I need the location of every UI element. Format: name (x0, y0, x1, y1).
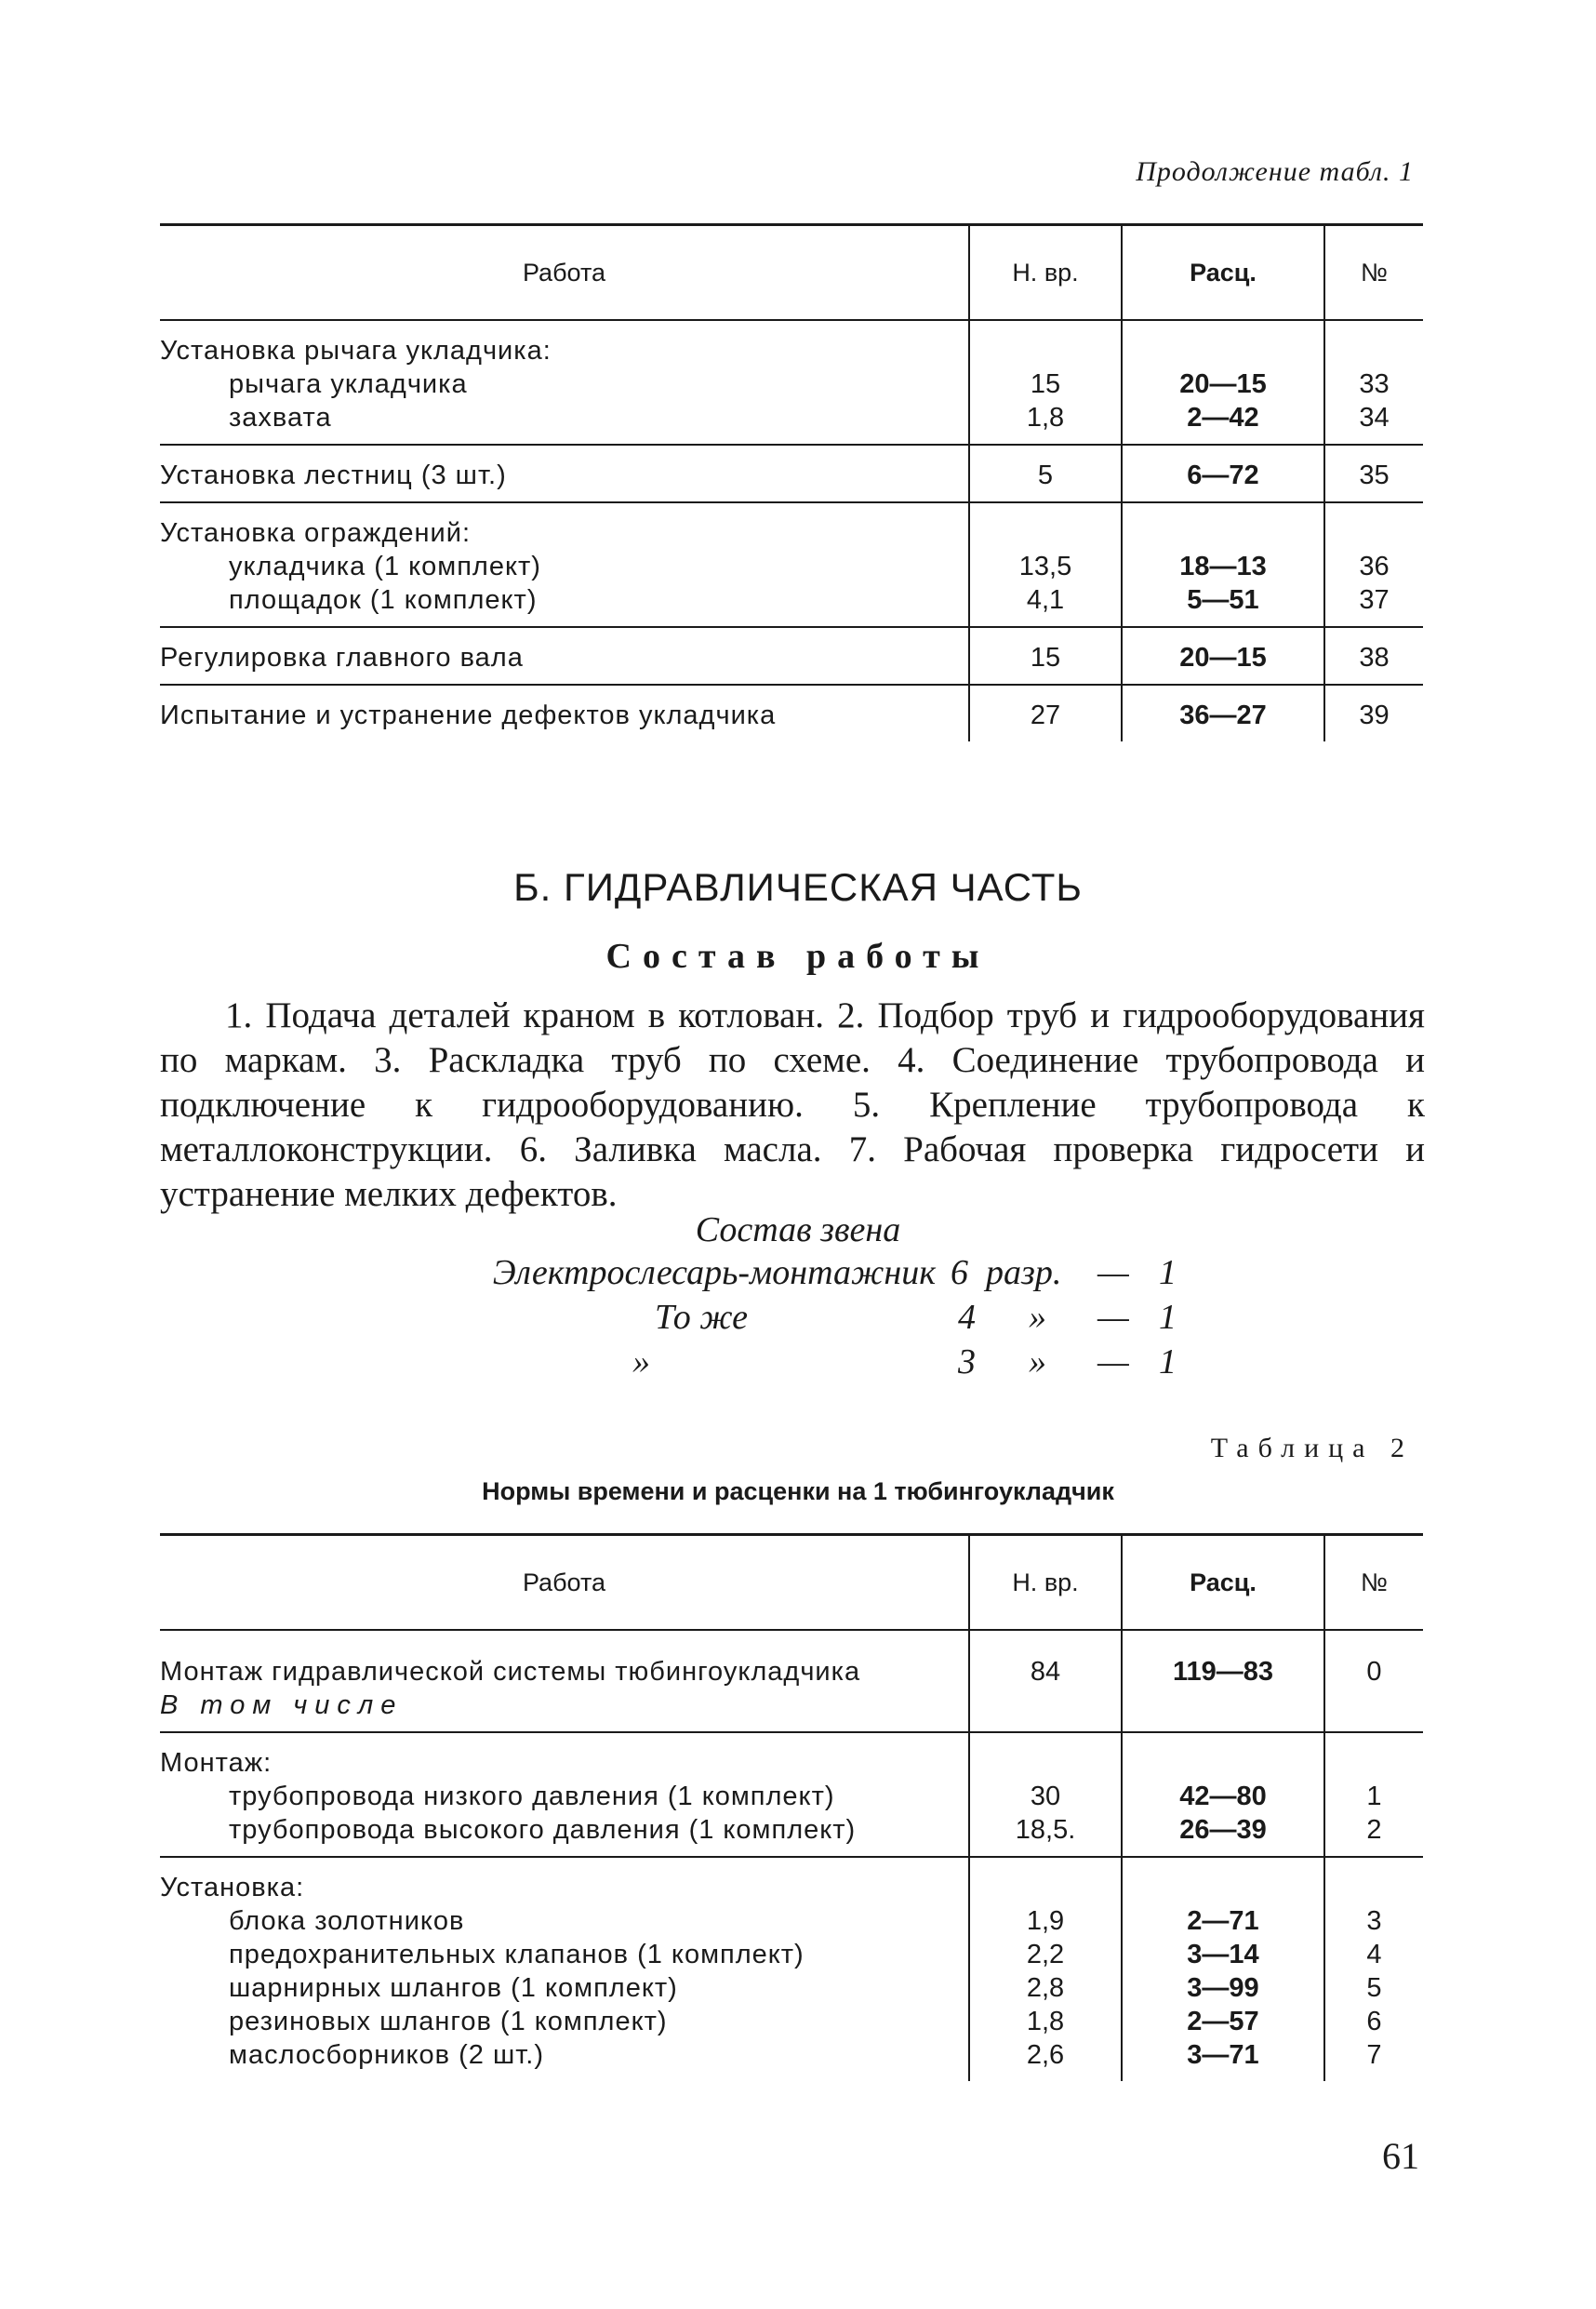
row-group-title: Установка ограждений: (160, 518, 472, 548)
header-work: Работа (160, 1535, 969, 1631)
rate-value: 26—39 (1179, 1815, 1267, 1845)
table-header-row (160, 225, 1423, 321)
row-label: рычага укладчика (229, 369, 468, 399)
table-title: Нормы времени и расценки на 1 тюбингоукладчик (482, 1477, 1114, 1505)
crew-row (0, 1252, 1596, 1297)
page-number: 61 (1382, 2135, 1419, 2177)
table-row (160, 627, 1423, 685)
table-row (160, 1857, 1423, 2081)
item-number: 36 (1359, 552, 1390, 581)
item-number: 7 (1366, 2040, 1382, 2070)
row-subtitle: В том числе (160, 1690, 404, 1720)
crew-dash: — (1097, 1253, 1129, 1292)
row-group-title: Монтаж: (160, 1748, 273, 1778)
time-norm-value: 15 (1030, 643, 1061, 673)
section-heading: Б. ГИДРАВЛИЧЕСКАЯ ЧАСТЬ (513, 865, 1083, 909)
item-number: 39 (1359, 701, 1390, 730)
crew-who: Электрослесарь-монтажник (492, 1253, 936, 1292)
norms-table-2 (160, 1533, 1423, 2081)
item-number: 2 (1366, 1815, 1382, 1845)
header-time-norm: Н. вр. (969, 1535, 1122, 1631)
crew-grade: 6 (951, 1253, 968, 1292)
row-label: блока золотников (229, 1906, 465, 1936)
rate-value: 18—13 (1179, 552, 1267, 581)
rate-value: 36—27 (1179, 701, 1267, 730)
crew-who: То же (655, 1298, 748, 1337)
table-row (160, 685, 1423, 741)
crew-row (0, 1297, 1596, 1341)
row-label: предохранительных клапанов (1 комплект) (229, 1940, 805, 1969)
header-number: № (1324, 1535, 1423, 1631)
table-row (160, 320, 1423, 445)
row-group-title: Установка лестниц (3 шт.) (160, 460, 507, 490)
crew-grade: 4 (958, 1298, 976, 1337)
header-time-norm: Н. вр. (969, 225, 1122, 321)
rate-value: 119—83 (1172, 1657, 1274, 1687)
time-norm-value: 1,8 (1026, 2007, 1065, 2036)
crew-count: 1 (1159, 1253, 1177, 1292)
row-label: шарнирных шлангов (1 комплект) (229, 1973, 678, 2003)
crew-who: » (632, 1342, 650, 1381)
time-norm-value: 1,9 (1026, 1906, 1065, 1936)
row-label: трубопровода высокого давления (1 комплект) (229, 1815, 857, 1845)
rate-value: 3—71 (1187, 2040, 1259, 2070)
table-row (160, 1732, 1423, 1857)
row-group-title: Установка рычага укладчика: (160, 336, 552, 366)
rate-value: 20—15 (1179, 643, 1267, 673)
crew-dash: — (1097, 1342, 1129, 1381)
item-number: 34 (1359, 403, 1390, 433)
time-norm-value: 2,6 (1026, 2040, 1065, 2070)
section-subheading: Состав работы (605, 937, 991, 976)
rate-value: 3—14 (1187, 1940, 1259, 1969)
time-norm-value: 27 (1030, 701, 1061, 730)
row-label: захвата (229, 403, 332, 433)
row-label: резиновых шлангов (1 комплект) (229, 2007, 668, 2036)
rate-value: 5—51 (1187, 585, 1259, 615)
table-row (160, 502, 1423, 627)
item-number: 4 (1366, 1940, 1382, 1969)
item-number: 3 (1366, 1906, 1382, 1936)
crew-title: Состав звена (695, 1210, 901, 1249)
row-label: трубопровода низкого давления (1 комплект) (229, 1782, 835, 1811)
crew-count: 1 (1159, 1342, 1177, 1381)
rate-value: 2—71 (1187, 1906, 1259, 1936)
crew-unit: разр. (986, 1253, 1062, 1292)
table-header-row (160, 1535, 1423, 1631)
time-norm-value: 5 (1037, 460, 1054, 490)
rate-value: 6—72 (1187, 460, 1259, 490)
header-rate: Расц. (1122, 225, 1324, 321)
row-group-title: Регулировка главного вала (160, 643, 524, 673)
header-work: Работа (160, 225, 969, 321)
header-rate: Расц. (1122, 1535, 1324, 1631)
crew-grade: 3 (958, 1342, 976, 1381)
crew-unit: » (1029, 1298, 1046, 1337)
time-norm-value: 15 (1030, 369, 1061, 399)
row-label: площадок (1 комплект) (229, 585, 538, 615)
table-label: Таблица 2 (1210, 1433, 1414, 1463)
item-number: 6 (1366, 2007, 1382, 2036)
row-label: укладчика (1 комплект) (229, 552, 541, 581)
crew-count: 1 (1159, 1298, 1177, 1337)
table-row (160, 445, 1423, 502)
crew-row (0, 1341, 1596, 1386)
item-number: 37 (1359, 585, 1390, 615)
time-norm-value: 30 (1030, 1782, 1061, 1811)
item-number: 38 (1359, 643, 1390, 673)
item-number: 0 (1366, 1657, 1382, 1687)
work-composition-paragraph: 1. Подача деталей краном в котлован. 2. Подбор труб и гидрооборудования по маркам. 3. Раскладка труб по схеме. 4. Соединение трубопровода и подключение к гидрооборудованию. 5. Крепление трубопровода к металлоконструкции. 6. Заливка масла. 7. Рабочая проверка гидросети и устранение мелких дефектов. (160, 995, 1425, 1214)
row-label: маслосборников (2 шт.) (229, 2040, 545, 2070)
time-norm-value: 2,8 (1026, 1973, 1065, 2003)
crew-unit: » (1029, 1342, 1046, 1381)
time-norm-value: 1,8 (1026, 403, 1065, 433)
time-norm-value: 18,5. (1015, 1815, 1076, 1845)
time-norm-value: 13,5 (1018, 552, 1072, 581)
rate-value: 2—57 (1187, 2007, 1259, 2036)
row-group-title: Установка: (160, 1873, 305, 1902)
norms-table-1 (160, 223, 1423, 741)
rate-value: 2—42 (1187, 403, 1259, 433)
item-number: 1 (1366, 1782, 1382, 1811)
table-continuation-caption: Продолжение табл. 1 (1136, 156, 1414, 187)
rate-value: 42—80 (1179, 1782, 1267, 1811)
item-number: 5 (1366, 1973, 1382, 2003)
row-group-title: Монтаж гидравлической системы тюбингоукладчика (160, 1657, 861, 1687)
header-number: № (1324, 225, 1423, 321)
rate-value: 3—99 (1187, 1973, 1259, 2003)
time-norm-value: 2,2 (1026, 1940, 1065, 1969)
crew-dash: — (1097, 1298, 1129, 1337)
row-group-title: Испытание и устранение дефектов укладчика (160, 701, 777, 730)
rate-value: 20—15 (1179, 369, 1267, 399)
table-row (160, 1630, 1423, 1732)
item-number: 33 (1359, 369, 1390, 399)
time-norm-value: 84 (1030, 1657, 1061, 1687)
item-number: 35 (1359, 460, 1390, 490)
time-norm-value: 4,1 (1026, 585, 1065, 615)
